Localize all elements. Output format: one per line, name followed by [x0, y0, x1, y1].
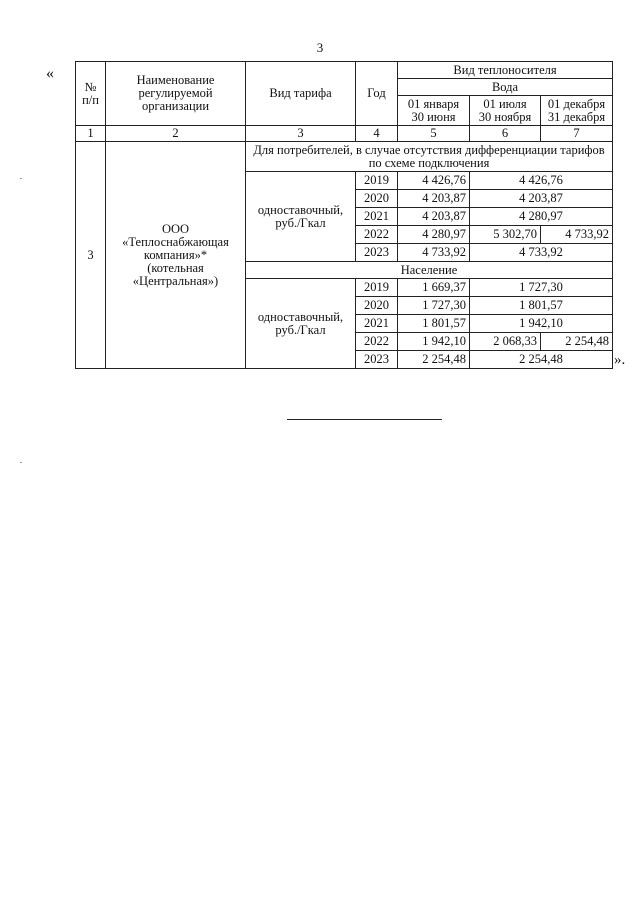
tariff-value: 4 280,97 — [470, 208, 613, 226]
tariff-value: 4 203,87 — [398, 190, 470, 208]
tariff-value: 2 254,48 — [398, 351, 470, 369]
tariff-type: одноставочный, руб./Гкал — [246, 172, 356, 262]
year-cell: 2023 — [356, 244, 398, 262]
header-tariff-type: Вид тарифа — [246, 62, 356, 126]
tariff-value: 1 942,10 — [398, 333, 470, 351]
column-number: 6 — [470, 126, 541, 142]
tariff-value: 4 426,76 — [398, 172, 470, 190]
year-cell: 2021 — [356, 208, 398, 226]
tariff-value: 1 801,57 — [470, 297, 613, 315]
column-number: 5 — [398, 126, 470, 142]
tariff-value: 5 302,70 — [470, 226, 541, 244]
column-number: 4 — [356, 126, 398, 142]
page-number: 3 — [316, 40, 324, 55]
tariff-type: одноставочный, руб./Гкал — [246, 279, 356, 369]
year-cell: 2020 — [356, 190, 398, 208]
header-period-2: 01 июля 30 ноября — [470, 96, 541, 126]
scan-speck — [20, 178, 22, 179]
tariff-value: 1 727,30 — [470, 279, 613, 297]
year-cell: 2022 — [356, 333, 398, 351]
header-heat-carrier: Вид теплоносителя — [398, 62, 613, 79]
column-number: 2 — [106, 126, 246, 142]
header-number: № п/п — [76, 62, 106, 126]
header-organization: Наименование регулируемой организации — [106, 62, 246, 126]
opening-quote: « — [46, 65, 54, 82]
year-cell: 2022 — [356, 226, 398, 244]
signature-rule — [287, 419, 442, 420]
tariff-table — [75, 61, 613, 369]
tariff-value: 1 669,37 — [398, 279, 470, 297]
header-period-1: 01 января 30 июня — [398, 96, 470, 126]
tariff-value: 1 801,57 — [398, 315, 470, 333]
tariff-value: 1 942,10 — [470, 315, 613, 333]
tariff-value: 2 068,33 — [470, 333, 541, 351]
header-water: Вода — [398, 79, 613, 96]
organization-name: ООО «Теплоснабжающая компания»* (котельная «Центральная») — [106, 142, 246, 369]
tariff-value: 2 254,48 — [541, 333, 613, 351]
column-number: 7 — [541, 126, 613, 142]
tariff-value: 1 727,30 — [398, 297, 470, 315]
scan-speck — [20, 462, 22, 463]
year-cell: 2023 — [356, 351, 398, 369]
tariff-value: 2 254,48 — [470, 351, 613, 369]
year-cell: 2021 — [356, 315, 398, 333]
header-period-3: 01 декабря 31 декабря — [541, 96, 613, 126]
section-title: Население — [246, 262, 613, 279]
tariff-value: 4 280,97 — [398, 226, 470, 244]
tariff-value: 4 203,87 — [470, 190, 613, 208]
tariff-value: 4 203,87 — [398, 208, 470, 226]
tariff-value: 4 733,92 — [398, 244, 470, 262]
column-number: 3 — [246, 126, 356, 142]
year-cell: 2019 — [356, 172, 398, 190]
column-number: 1 — [76, 126, 106, 142]
year-cell: 2019 — [356, 279, 398, 297]
tariff-value: 4 426,76 — [470, 172, 613, 190]
row-number: 3 — [76, 142, 106, 369]
year-cell: 2020 — [356, 297, 398, 315]
closing-quote: ». — [614, 352, 626, 368]
header-year: Год — [356, 62, 398, 126]
section-title: Для потребителей, в случае отсутствия дифференциации тарифов по схеме подключения — [246, 142, 613, 172]
tariff-value: 4 733,92 — [541, 226, 613, 244]
tariff-value: 4 733,92 — [470, 244, 613, 262]
